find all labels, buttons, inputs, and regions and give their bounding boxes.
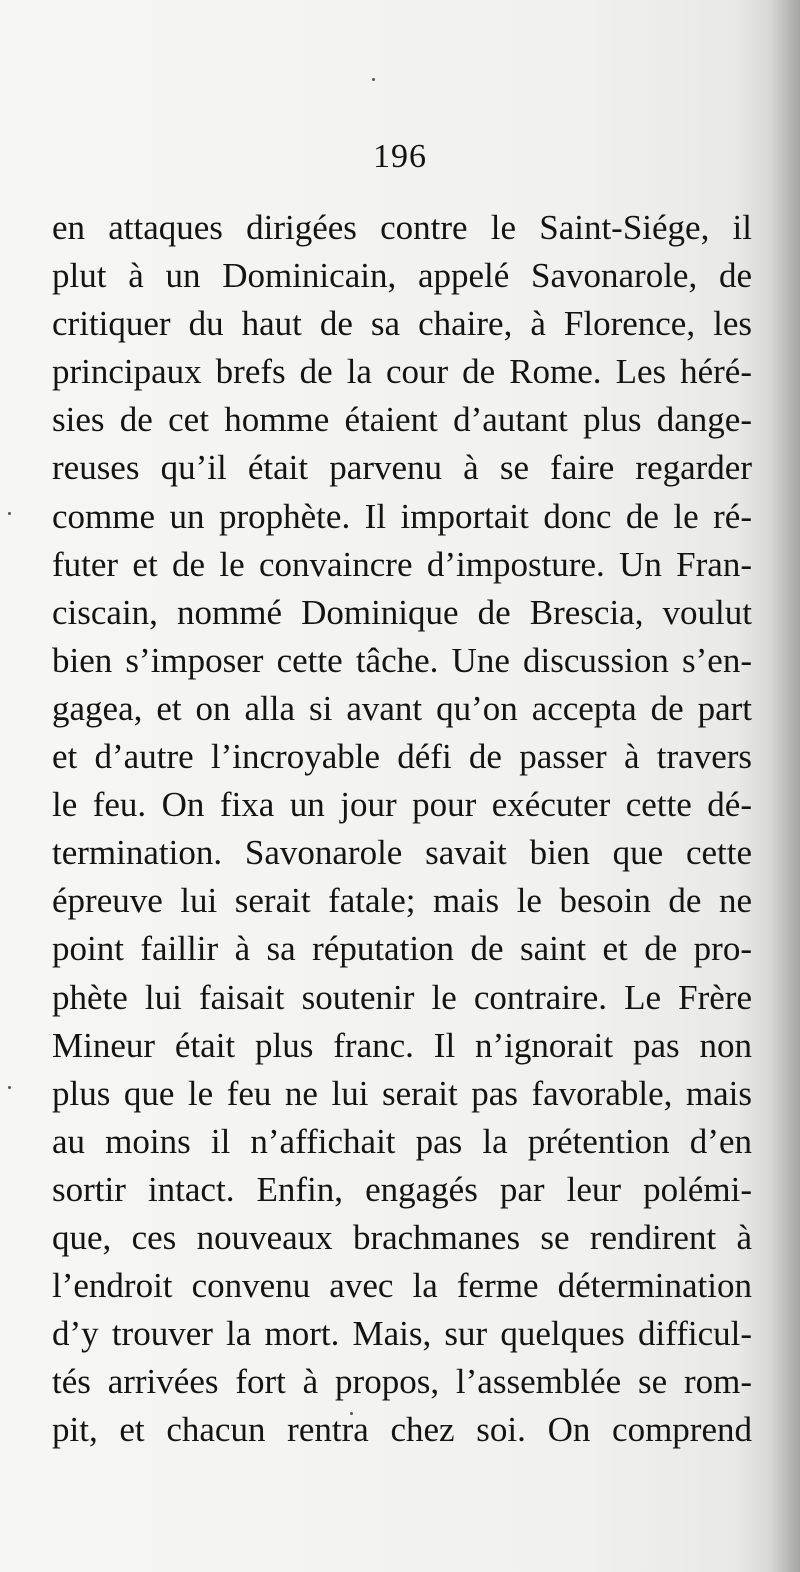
text-line: sies de cet homme étaient d’autant plus dange- bbox=[52, 400, 752, 440]
text-line: sortir intact. Enfin, engagés par leur polémi- bbox=[52, 1169, 752, 1209]
text-line: point faillir à sa réputation de saint et de pro- bbox=[52, 929, 752, 969]
text-line: ciscain, nommé Dominique de Brescia, voulut bbox=[52, 592, 752, 632]
ink-speck bbox=[8, 1086, 11, 1089]
text-line: reuses qu’il était parvenu à se faire regarder bbox=[52, 448, 752, 488]
text-line: au moins il n’affichait pas la prétention d’en bbox=[52, 1121, 752, 1161]
text-line: Mineur était plus franc. Il n’ignorait pas non bbox=[52, 1025, 752, 1065]
text-line: en attaques dirigées contre le Saint-Siége, il bbox=[52, 208, 752, 247]
text-line: futer et de le convaincre d’imposture. Un Fran- bbox=[52, 544, 752, 584]
text-line: principaux brefs de la cour de Rome. Les héré- bbox=[52, 352, 752, 392]
text-line: l’endroit convenu avec la ferme détermination bbox=[52, 1266, 752, 1306]
ink-speck bbox=[8, 512, 11, 515]
text-line: épreuve lui serait fatale; mais le besoin de ne bbox=[52, 881, 752, 921]
text-line: d’y trouver la mort. Mais, sur quelques difficul- bbox=[52, 1314, 752, 1354]
body-text bbox=[52, 204, 752, 1454]
text-line: comme un prophète. Il importait donc de le ré- bbox=[52, 496, 752, 536]
text-line: gagea, et on alla si avant qu’on accepta de part bbox=[52, 688, 752, 728]
text-line: plus que le feu ne lui serait pas favorable, mais bbox=[52, 1073, 752, 1113]
text-line: plut à un Dominicain, appelé Savonarole, de bbox=[52, 256, 752, 296]
text-line: bien s’imposer cette tâche. Une discussion s’en- bbox=[52, 640, 752, 680]
text-line: termination. Savonarole savait bien que cette bbox=[52, 833, 752, 873]
text-line: tés arrivées fort à propos, l’assemblée se rom- bbox=[52, 1362, 752, 1402]
page-number: 196 bbox=[373, 138, 427, 175]
text-line: et d’autre l’incroyable défi de passer à travers bbox=[52, 737, 752, 777]
text-line: critiquer du haut de sa chaire, à Florence, les bbox=[52, 304, 752, 344]
text-line: pit, et chacun rentra chez soi. On comprend bbox=[52, 1410, 752, 1450]
page-edge-shadow bbox=[770, 0, 800, 1572]
text-line: phète lui faisait soutenir le contraire. Le Frère bbox=[52, 977, 752, 1017]
ink-speck bbox=[372, 78, 375, 81]
text-line: le feu. On fixa un jour pour exécuter cette dé- bbox=[52, 785, 752, 825]
text-line: que, ces nouveaux brachmanes se rendirent à bbox=[52, 1217, 752, 1257]
